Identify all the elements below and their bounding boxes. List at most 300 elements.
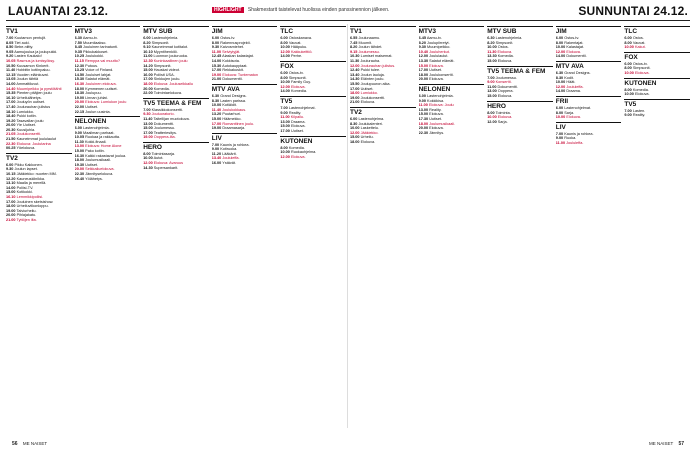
- program-time: 20.00: [6, 213, 16, 218]
- program-time: 15.00: [143, 126, 153, 131]
- program-time: 14.20: [143, 63, 153, 68]
- program-title: Putous.: [85, 63, 99, 68]
- program-entry: [143, 166, 209, 171]
- channel-header: NELONEN: [419, 84, 485, 93]
- program-title: Elokuva: Jouluseikkailu: [153, 81, 194, 86]
- program-time: 16.30: [74, 81, 85, 86]
- program-title: Uutiset.: [85, 162, 99, 167]
- program-entry: [280, 54, 346, 59]
- program-time: 12.30: [74, 63, 85, 68]
- program-time: 16.10: [6, 95, 16, 100]
- left-footer: [8, 441, 47, 447]
- program-title: Lastenohjelma.: [358, 116, 385, 121]
- channel-header: LIV: [212, 133, 278, 142]
- program-title: Joulukonsertti.: [429, 72, 454, 77]
- program-title: Komedia.: [153, 86, 170, 91]
- program-title: Elokuva.: [634, 92, 650, 97]
- program-title: Kotiruoka.: [220, 147, 238, 152]
- program-time: 12.00: [280, 49, 290, 54]
- program-time: 20.00: [74, 100, 85, 105]
- program-time: 17.00: [6, 100, 16, 105]
- program-time: 7.00: [555, 131, 564, 136]
- channel-header: TV5 TEEMA & FEM: [143, 98, 209, 107]
- program-title: Kuusamon Kinkerit.: [16, 63, 50, 68]
- program-time: 13.40: [211, 156, 222, 161]
- program-time: 13.20: [211, 112, 222, 117]
- program-title: Kotikokki.: [16, 190, 33, 195]
- program-time: 15.00: [350, 135, 360, 140]
- program-time: 00.40: [74, 176, 85, 181]
- program-title: Sarja.: [564, 110, 575, 115]
- channel-header: KUTONEN: [280, 136, 346, 145]
- program-title: Elokuva.: [497, 115, 513, 120]
- program-time: 17.00: [418, 68, 429, 73]
- program-time: 18.00: [143, 81, 153, 86]
- program-title: Ruoka.: [564, 136, 577, 141]
- program-time: 15.00: [74, 149, 85, 154]
- program-time: 12.00: [350, 63, 360, 68]
- program-title: Joulupuuron aika.: [360, 81, 391, 86]
- program-time: 19.00: [143, 135, 153, 140]
- program-title: Joulurauhan julistus.: [360, 63, 396, 68]
- program-title: Autokauppiaat.: [222, 63, 248, 68]
- program-time: 12.00: [350, 130, 360, 135]
- program-time: 18.00: [74, 86, 85, 91]
- program-time: 10.40: [418, 49, 429, 54]
- channel-header: NELONEN: [75, 116, 141, 125]
- program-title: Dokumentti.: [566, 54, 587, 59]
- program-title: Rakentajat.: [564, 40, 584, 45]
- program-title: Vauvat.: [632, 40, 646, 45]
- program-title: Lääkärit.: [222, 151, 237, 156]
- program-time: 11.30: [487, 49, 497, 54]
- program-time: 6.00: [211, 36, 220, 40]
- program-time: 15.00: [211, 116, 222, 121]
- program-time: 8.00: [280, 75, 288, 80]
- right-page-number: 57: [678, 441, 684, 447]
- program-time: 20.00: [418, 77, 429, 82]
- program-title: Klassikkokonsertti.: [151, 107, 184, 112]
- program-time: 18.00: [418, 121, 429, 126]
- program-entry: [556, 115, 622, 120]
- program-time: 18.40: [6, 114, 16, 119]
- program-time: 12.45: [211, 54, 222, 59]
- program-title: Joulukokkaus.: [222, 107, 247, 112]
- program-time: 17.30: [418, 116, 429, 121]
- program-time: 10.05: [6, 58, 16, 63]
- program-title: Lumiukko.: [360, 91, 378, 96]
- program-title: Draamasarja.: [222, 126, 246, 131]
- program-time: 8.45: [74, 45, 82, 50]
- channel-header: MTV3: [75, 26, 141, 35]
- program-time: 11.00: [280, 115, 290, 120]
- program-title: Uutiset.: [429, 68, 443, 73]
- program-title: Joulunaamu.: [358, 36, 381, 40]
- program-time: 12.00: [555, 84, 566, 89]
- program-title: Elokuva.: [497, 58, 513, 63]
- program-time: 14.30: [350, 77, 360, 82]
- program-time: 17.00: [350, 86, 360, 91]
- program-title: Lumiset maisemat.: [360, 54, 393, 59]
- program-title: Joulurauha.: [360, 58, 381, 63]
- program-time: 14.30: [143, 165, 153, 170]
- program-title: Romanttinen joulu.: [222, 121, 255, 126]
- program-title: Ostos-tv.: [632, 61, 648, 66]
- program-title: Uutiset.: [290, 128, 304, 133]
- program-time: 15.30: [211, 63, 222, 68]
- program-title: Ostos-tv.: [564, 36, 580, 40]
- listing-column: [487, 24, 553, 432]
- program-title: Elokuva.: [566, 49, 581, 54]
- channel-header: LIV: [556, 122, 622, 131]
- program-title: Ruokaohjelma.: [290, 150, 317, 155]
- program-time: 11.00: [555, 140, 566, 145]
- program-time: 17.00: [143, 130, 153, 135]
- program-title: Pikku Kakkonen.: [14, 162, 43, 167]
- program-time: 8.00: [280, 40, 288, 45]
- program-title: Draama.: [566, 89, 581, 94]
- program-time: 11.15: [74, 58, 84, 63]
- program-title: Lastenohjelmat.: [288, 105, 316, 110]
- program-title: Elokuva.: [497, 49, 513, 54]
- program-title: Jännityselokuva.: [85, 172, 114, 177]
- program-time: 12.00: [418, 54, 429, 59]
- left-page-listings: [6, 24, 346, 432]
- program-title: Joulukonsertti.: [360, 95, 386, 100]
- program-title: Ooppera.: [497, 89, 514, 94]
- listing-column: [143, 24, 209, 432]
- program-title: Jouluoratorio.: [151, 112, 175, 117]
- listing-column: [75, 24, 141, 432]
- program-title: Komedia.: [497, 54, 514, 59]
- listing-column: [6, 24, 72, 432]
- program-title: Lastenohjelmia.: [427, 93, 454, 98]
- program-title: Elokuva: Home Alone: [85, 144, 122, 149]
- left-magazine-name: ME NAISET: [22, 441, 48, 446]
- listing-column: [419, 24, 485, 432]
- program-time: 12.00: [280, 154, 290, 159]
- program-title: Joulukalenteri.: [358, 121, 383, 126]
- program-title: Simpsonit.: [151, 40, 170, 45]
- program-title: Elokuva.: [429, 63, 444, 68]
- left-page-title: LAUANTAI 23.12.: [8, 4, 109, 18]
- program-title: Aamu-tv.: [426, 36, 442, 40]
- program-title: Muumit.: [358, 40, 372, 45]
- program-time: 14.00: [6, 81, 16, 86]
- channel-header: MTV AVA: [212, 84, 278, 93]
- program-title: Jouluinen sketsishow.: [16, 199, 54, 204]
- program-time: 9.30: [211, 45, 220, 50]
- program-time: 6.00: [280, 70, 288, 75]
- program-time: 12.30: [143, 58, 153, 63]
- program-title: Elokuva: Lumiukon joulu: [85, 100, 127, 105]
- program-title: Rasmus ja lumisyöksy.: [16, 58, 55, 63]
- program-time: 9.10: [143, 45, 151, 50]
- program-title: Kakkukeittiö.: [290, 49, 313, 54]
- program-time: 11.00: [211, 49, 222, 54]
- program-title: Pienten pitäjien joulu: [16, 91, 52, 96]
- program-time: 20.00: [418, 126, 429, 131]
- program-entry: [624, 71, 690, 76]
- program-time: 13.40: [350, 72, 360, 77]
- program-time: 22.00: [143, 91, 153, 96]
- program-title: Reality.: [429, 107, 442, 112]
- program-time: 9.35: [74, 49, 82, 54]
- program-time: 13.00: [143, 121, 153, 126]
- program-time: 8.00: [624, 66, 632, 71]
- program-title: Grand Designs.: [564, 70, 591, 75]
- program-title: Vuoden eläinkuvat.: [16, 72, 49, 77]
- program-title: Alaskan kalastajat.: [222, 54, 254, 59]
- program-title: Simpsonit.: [632, 66, 651, 71]
- program-time: 6.00: [74, 126, 82, 131]
- program-title: Elokuva.: [429, 77, 444, 82]
- program-entry: [556, 54, 622, 59]
- program-title: Elokuva: Tuntematon: [222, 72, 259, 77]
- program-title: Komedia.: [632, 87, 649, 92]
- program-time: 19.20: [6, 118, 16, 123]
- program-time: 12.15: [6, 72, 16, 77]
- program-title: Remppa vai muutto?: [84, 58, 120, 63]
- channel-header: FOX: [624, 52, 690, 61]
- program-time: 6.00: [418, 93, 426, 98]
- program-time: 6.00: [280, 36, 288, 40]
- program-title: Elokuva.: [429, 112, 444, 117]
- channel-header: TLC: [280, 26, 346, 35]
- program-title: Lumiukko.: [16, 109, 34, 114]
- program-title: Grand Designs.: [220, 93, 247, 98]
- program-entry: [350, 140, 416, 145]
- program-title: Joulupiirretyt.: [427, 40, 450, 45]
- program-time: 14.00: [6, 185, 16, 190]
- program-title: Hauskat videot.: [153, 68, 180, 73]
- listing-column: [212, 24, 278, 432]
- listing-column: [350, 24, 416, 432]
- program-time: 15.00: [280, 124, 290, 129]
- program-time: 12.40: [350, 68, 360, 73]
- program-title: Pihlajakatu.: [16, 213, 37, 218]
- program-time: 20.30: [6, 127, 16, 132]
- program-title: Bebe-niitty.: [14, 45, 34, 50]
- program-time: 10.00: [487, 115, 497, 120]
- program-time: 10.00: [350, 126, 360, 131]
- program-time: 8.00: [624, 40, 632, 45]
- channel-header: TV2: [6, 153, 72, 162]
- channel-header: TV2: [350, 107, 416, 116]
- program-time: 7.00: [624, 108, 632, 113]
- program-time: 21.00: [211, 77, 222, 82]
- program-title: Joululeffa.: [566, 140, 584, 145]
- program-title: Reality.: [288, 110, 302, 115]
- program-title: Selviytyjät.: [222, 49, 241, 54]
- program-time: 11.00: [418, 103, 428, 108]
- program-entry: [6, 146, 72, 151]
- program-title: Kaunis ja rohkea.: [564, 131, 594, 136]
- program-time: 15.35: [6, 91, 16, 96]
- page-gutter: [347, 24, 348, 428]
- program-title: Joulukokki.: [85, 54, 104, 59]
- program-time: 13.30: [418, 58, 429, 63]
- program-time: 8.00: [280, 145, 288, 150]
- program-time: 8.00: [487, 110, 495, 115]
- channel-header: KUTONEN: [624, 78, 690, 87]
- program-time: 8.20: [143, 40, 151, 45]
- program-title: Kokkikisa.: [427, 98, 445, 103]
- program-title: Simpsonit.: [153, 63, 172, 68]
- program-time: 11.00: [487, 84, 497, 89]
- program-entry: [280, 89, 346, 94]
- program-time: 14.50: [74, 72, 85, 77]
- program-title: Joulukonsertti.: [16, 132, 42, 137]
- program-time: 9.00: [280, 110, 288, 115]
- program-time: 9.30: [143, 112, 151, 117]
- program-title: Joulumessu.: [153, 126, 176, 131]
- program-time: 22.15: [74, 109, 85, 114]
- program-time: 11.30: [74, 139, 84, 144]
- program-time: 18.00: [350, 139, 360, 144]
- program-time: 10.00: [555, 80, 566, 85]
- program-title: Ostoskanava.: [288, 36, 313, 40]
- highlight-note: [212, 7, 389, 13]
- program-time: 21.00: [6, 217, 16, 222]
- program-title: Maailman parhaat.: [83, 130, 115, 135]
- program-title: Kaivosmiehet.: [220, 45, 245, 50]
- program-time: 15.50: [350, 81, 360, 86]
- program-title: Aamu-tv.: [82, 36, 98, 40]
- program-title: Joulurauhan julistus: [16, 104, 51, 109]
- right-page-listings: [350, 24, 690, 432]
- program-time: 13.00: [280, 119, 290, 124]
- program-time: 8.30: [211, 98, 220, 103]
- program-title: Joululeffa.: [222, 156, 240, 161]
- program-entry: [280, 155, 346, 160]
- program-title: Dokumentti.: [222, 77, 243, 82]
- program-title: Poliisi-TV.: [16, 185, 34, 190]
- program-time: 8.05: [6, 40, 14, 45]
- program-title: Elokuva.: [290, 154, 306, 159]
- program-title: Elokuva.: [360, 139, 376, 144]
- program-time: 8.00: [211, 40, 220, 45]
- program-time: 9.00: [418, 98, 426, 103]
- program-title: Kuninkaallinen joulu: [153, 58, 188, 63]
- channel-header: JIM: [556, 26, 622, 35]
- program-time: 14.00: [280, 54, 290, 59]
- program-title: Lasten parissa.: [220, 98, 246, 103]
- program-title: Kauneimmat joululaulut: [16, 137, 57, 142]
- program-title: Poliisit USA.: [153, 72, 175, 77]
- program-title: Ammattiluvut.: [16, 81, 40, 86]
- program-title: Konsertti.: [495, 80, 512, 85]
- program-title: Tyttöjen ilta.: [16, 217, 37, 222]
- program-title: Elokuva: Joulu: [428, 103, 454, 108]
- program-time: 13.00: [418, 107, 429, 112]
- program-time: 14.00: [555, 89, 566, 94]
- program-time: 13.00: [74, 144, 85, 149]
- program-title: Joululeffa.: [566, 84, 584, 89]
- program-entry: [6, 218, 72, 223]
- program-entry: [624, 113, 690, 118]
- program-title: Jouluinen tarinatunti.: [83, 45, 119, 50]
- highlight-note-text: Shakmestarit taistelevat huolissa einden panssinennion jälkeen.: [247, 7, 390, 13]
- program-time: 6.30: [555, 70, 564, 75]
- program-title: Luonnon jouluruoka.: [153, 54, 188, 59]
- program-time: 10.00: [487, 45, 497, 50]
- program-time: 8.00: [624, 87, 632, 92]
- program-title: Jääkiekko.: [360, 130, 379, 135]
- program-time: 11.00: [143, 54, 153, 59]
- program-title: Reality.: [632, 113, 646, 118]
- program-title: Yölähetys.: [85, 176, 103, 181]
- program-time: 10.50: [6, 63, 16, 68]
- program-time: 9.00: [624, 113, 632, 118]
- program-entry: [419, 77, 485, 82]
- program-title: Kokkisota.: [222, 58, 240, 63]
- program-title: Toimintaelokuva.: [153, 91, 182, 96]
- program-time: 15.00: [418, 63, 429, 68]
- program-time: 7.00: [143, 107, 151, 112]
- program-title: Ostos-tv.: [220, 36, 236, 40]
- program-title: Kakut.: [634, 45, 646, 50]
- program-title: Kalastajat.: [566, 45, 585, 50]
- program-title: Häät.: [566, 80, 576, 85]
- program-time: 13.10: [6, 181, 16, 186]
- program-entry: [487, 94, 553, 99]
- program-time: 20.00: [6, 123, 16, 128]
- program-title: Joulun lapset.: [14, 167, 38, 172]
- program-time: 10.05: [74, 135, 85, 140]
- program-title: Muumipeikko ja pyrstötähti: [16, 86, 62, 91]
- program-time: 22.00: [74, 104, 85, 109]
- program-time: 7.00: [487, 75, 495, 80]
- program-time: 17.00: [6, 199, 16, 204]
- program-entry: [143, 91, 209, 96]
- program-time: 10.00: [280, 80, 290, 85]
- program-time: 9.00: [211, 147, 220, 152]
- program-title: Pukki tulee.: [360, 68, 381, 73]
- program-time: 8.20: [487, 40, 495, 45]
- program-time: 18.30: [74, 91, 85, 96]
- program-time: 8.30: [555, 75, 564, 80]
- program-time: 6.00: [555, 36, 564, 40]
- channel-header: HERO: [143, 142, 209, 151]
- program-title: Taiteilijan muotokuva.: [153, 116, 190, 121]
- program-time: 20.00: [143, 86, 153, 91]
- program-time: 10.25: [74, 54, 85, 59]
- program-time: 12.00: [555, 49, 566, 54]
- program-title: Aamujoulua ja joulupukki.: [14, 49, 58, 54]
- program-title: Family Guy.: [290, 80, 311, 85]
- program-title: Joulun tähtiä: [16, 77, 39, 82]
- program-time: 15.00: [418, 112, 429, 117]
- program-entry: [556, 141, 622, 146]
- program-title: Dokumentti.: [153, 121, 175, 126]
- program-time: 12.00: [487, 119, 497, 124]
- program-time: 13.00: [487, 89, 497, 94]
- channel-header: TV1: [350, 26, 416, 35]
- program-title: Kauneusklinikka.: [16, 176, 46, 181]
- program-title: Kilpailu.: [290, 115, 305, 120]
- program-title: Lasten.: [632, 108, 646, 113]
- program-time: 13.05: [6, 77, 16, 82]
- program-title: Puutarhuri.: [222, 112, 241, 117]
- program-title: Lemmikkipoliisi.: [16, 195, 44, 199]
- program-title: Elokuva.: [566, 115, 581, 120]
- program-entry: [624, 45, 690, 50]
- program-time: 10.00: [624, 45, 634, 50]
- program-title: Perhe.: [290, 54, 303, 59]
- program-title: Seikkailuelokuva.: [85, 167, 115, 172]
- program-time: 6.00: [555, 105, 564, 110]
